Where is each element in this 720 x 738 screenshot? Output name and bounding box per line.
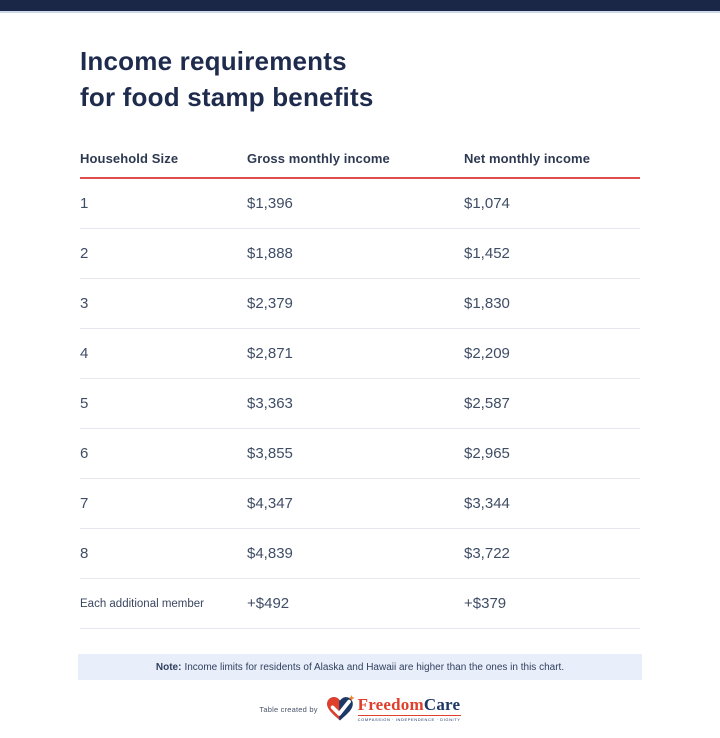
infographic-body <box>0 43 720 723</box>
cell-gross-income: $1,888 <box>247 245 293 262</box>
cell-household-size: Each additional member <box>80 597 205 610</box>
cell-household-size: 8 <box>80 545 89 562</box>
cell-gross-income: $1,396 <box>247 195 293 212</box>
cell-net-income: $3,344 <box>464 495 510 512</box>
cell-household-size: 2 <box>80 245 89 262</box>
heart-check-icon <box>325 695 355 723</box>
brand-name-care: Care <box>423 695 461 714</box>
table-row <box>80 479 640 529</box>
cell-net-income: +$379 <box>464 595 507 612</box>
cell-household-size: 1 <box>80 195 89 212</box>
table-row <box>80 229 640 279</box>
brand-wordmark <box>358 696 461 722</box>
cell-household-size: 3 <box>80 295 89 312</box>
brand-name-freedom: Freedom <box>357 695 424 714</box>
table-row-additional-member <box>80 579 640 629</box>
page-title <box>80 43 640 115</box>
table-header-row <box>80 151 640 179</box>
page-title-line1: Income requirements <box>80 46 347 76</box>
cell-household-size: 4 <box>80 345 89 362</box>
cell-gross-income: $3,363 <box>247 395 293 412</box>
footer-credit <box>80 695 640 723</box>
cell-gross-income: +$492 <box>247 595 290 612</box>
cell-gross-income: $2,871 <box>247 345 293 362</box>
top-accent-bar <box>0 0 720 13</box>
note-label: Note: <box>155 661 182 673</box>
freedomcare-logo <box>325 695 461 723</box>
cell-net-income: $3,722 <box>464 545 510 562</box>
cell-net-income: $2,587 <box>464 395 510 412</box>
brand-tagline: COMPASSION · INDEPENDENCE · DIGNITY <box>357 717 461 722</box>
column-header-net-income: Net monthly income <box>464 151 591 166</box>
table-row <box>80 329 640 379</box>
note-text: Income limits for residents of Alaska and Hawaii are higher than the ones in this chart. <box>184 661 565 673</box>
cell-household-size: 7 <box>80 495 89 512</box>
table-row <box>80 279 640 329</box>
table-row <box>80 429 640 479</box>
alaska-hawaii-note <box>78 654 642 680</box>
cell-gross-income: $4,839 <box>247 545 293 562</box>
cell-net-income: $2,965 <box>464 445 510 462</box>
cell-net-income: $1,452 <box>464 245 510 262</box>
column-header-gross-income: Gross monthly income <box>247 151 390 166</box>
cell-gross-income: $4,347 <box>247 495 293 512</box>
credit-text: Table created by <box>259 704 318 714</box>
cell-net-income: $2,209 <box>464 345 510 362</box>
page-title-line2: for food stamp benefits <box>80 82 374 112</box>
income-table <box>80 151 640 629</box>
column-header-household-size: Household Size <box>80 151 179 166</box>
cell-household-size: 5 <box>80 395 89 412</box>
table-row <box>80 379 640 429</box>
cell-gross-income: $2,379 <box>247 295 293 312</box>
table-row <box>80 179 640 229</box>
table-row <box>80 529 640 579</box>
cell-net-income: $1,830 <box>464 295 510 312</box>
cell-gross-income: $3,855 <box>247 445 293 462</box>
cell-household-size: 6 <box>80 445 89 462</box>
cell-net-income: $1,074 <box>464 195 510 212</box>
